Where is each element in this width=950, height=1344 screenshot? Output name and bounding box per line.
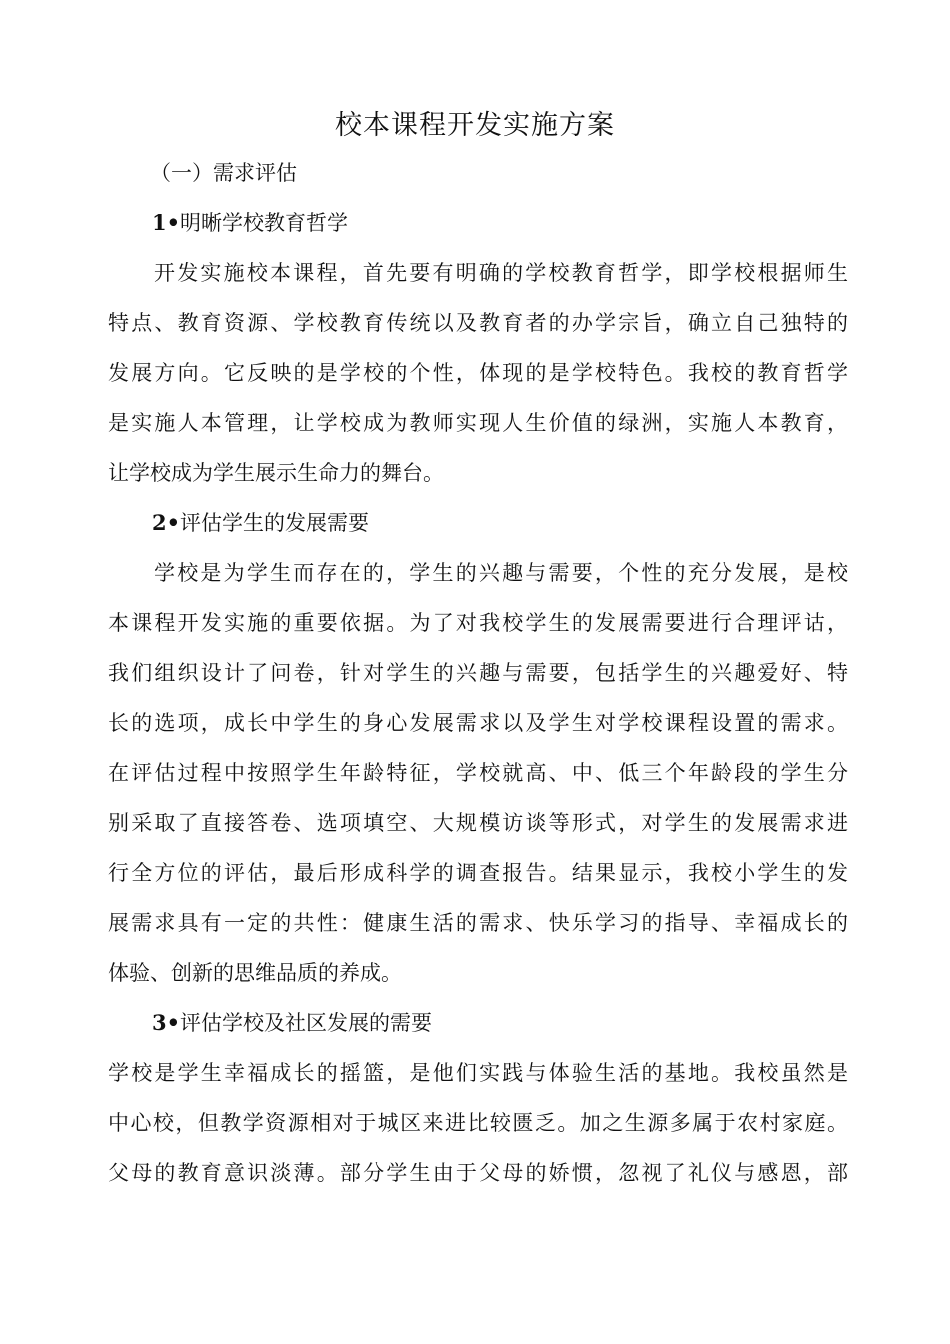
paragraph-2-line: 本课程开发实施的重要依据。为了对我校学生的发展需要进行合理评诂， (108, 611, 848, 635)
section-heading: （一）需求评估 (150, 161, 297, 185)
paragraph-1-line: 发展方向。它反映的是学校的个性，体现的是学校特色。我校的教育哲学 (108, 361, 848, 385)
subheading-3 (152, 1008, 432, 1038)
paragraph-1-line: 是实施人本管理，让学校成为教师实现人生价值的绿洲，实施人本教育， (108, 411, 848, 435)
paragraph-1-line: 开发实施校本课程，首先要有明确的学校教育哲学，即学校根据师生 (154, 261, 848, 285)
paragraph-2-line: 学校是为学生而存在的，学生的兴趣与需要，个性的充分发展，是校 (154, 561, 848, 585)
paragraph-2-line: 长的选项，成长中学生的身心发展需求以及学生对学校课程设置的需求。 (108, 711, 848, 735)
subheading-1-number: 1• (152, 210, 181, 235)
paragraph-2-line: 体验、创新的思维品质的养成。 (108, 961, 402, 985)
subheading-2-text: 评估学生的发展需要 (180, 511, 370, 535)
subheading-2 (152, 508, 369, 538)
subheading-2-number: 2• (152, 510, 181, 535)
subheading-1-text: 明晰学校教育哲学 (180, 211, 349, 235)
subheading-3-number: 3• (152, 1010, 181, 1035)
paragraph-2-line: 行全方位的评估，最后形成科学的调查报告。结果显示，我校小学生的发 (108, 861, 848, 885)
paragraph-2-line: 在评估过程中按照学生年龄特征，学校就高、中、低三个年龄段的学生分 (108, 761, 848, 785)
paragraph-1-line: 让学校成为学生展示生命力的舞台。 (108, 461, 444, 485)
subheading-3-text: 评估学校及社区发展的需要 (180, 1011, 433, 1035)
paragraph-2-line: 我们组织设计了问卷，针对学生的兴趣与需要，包括学生的兴趣爱好、特 (108, 661, 848, 685)
paragraph-3-line: 父母的教育意识淡薄。部分学生由于父母的娇惯，忽视了礼仪与感恩，部 (108, 1161, 848, 1185)
paragraph-2-line: 别采取了直接答卷、选项填空、大规模访谈等形式，对学生的发展需求进 (108, 811, 848, 835)
paragraph-3-line: 中心校，但教学资源相对于城区来进比较匮乏。加之生源多属于农村家庭。 (108, 1111, 848, 1135)
paragraph-2-line: 展需求具有一定的共性：健康生活的需求、快乐学习的指导、幸福成长的 (108, 911, 848, 935)
paragraph-3-line: 学校是学生幸福成长的摇篮，是他们实践与体验生活的基地。我校虽然是 (108, 1061, 848, 1085)
document-title: 校本课程开发实施方案 (335, 110, 615, 141)
subheading-1 (152, 208, 348, 238)
paragraph-1-line: 特点、教育资源、学校教育传统以及教育者的办学宗旨，确立自己独特的 (108, 311, 848, 335)
